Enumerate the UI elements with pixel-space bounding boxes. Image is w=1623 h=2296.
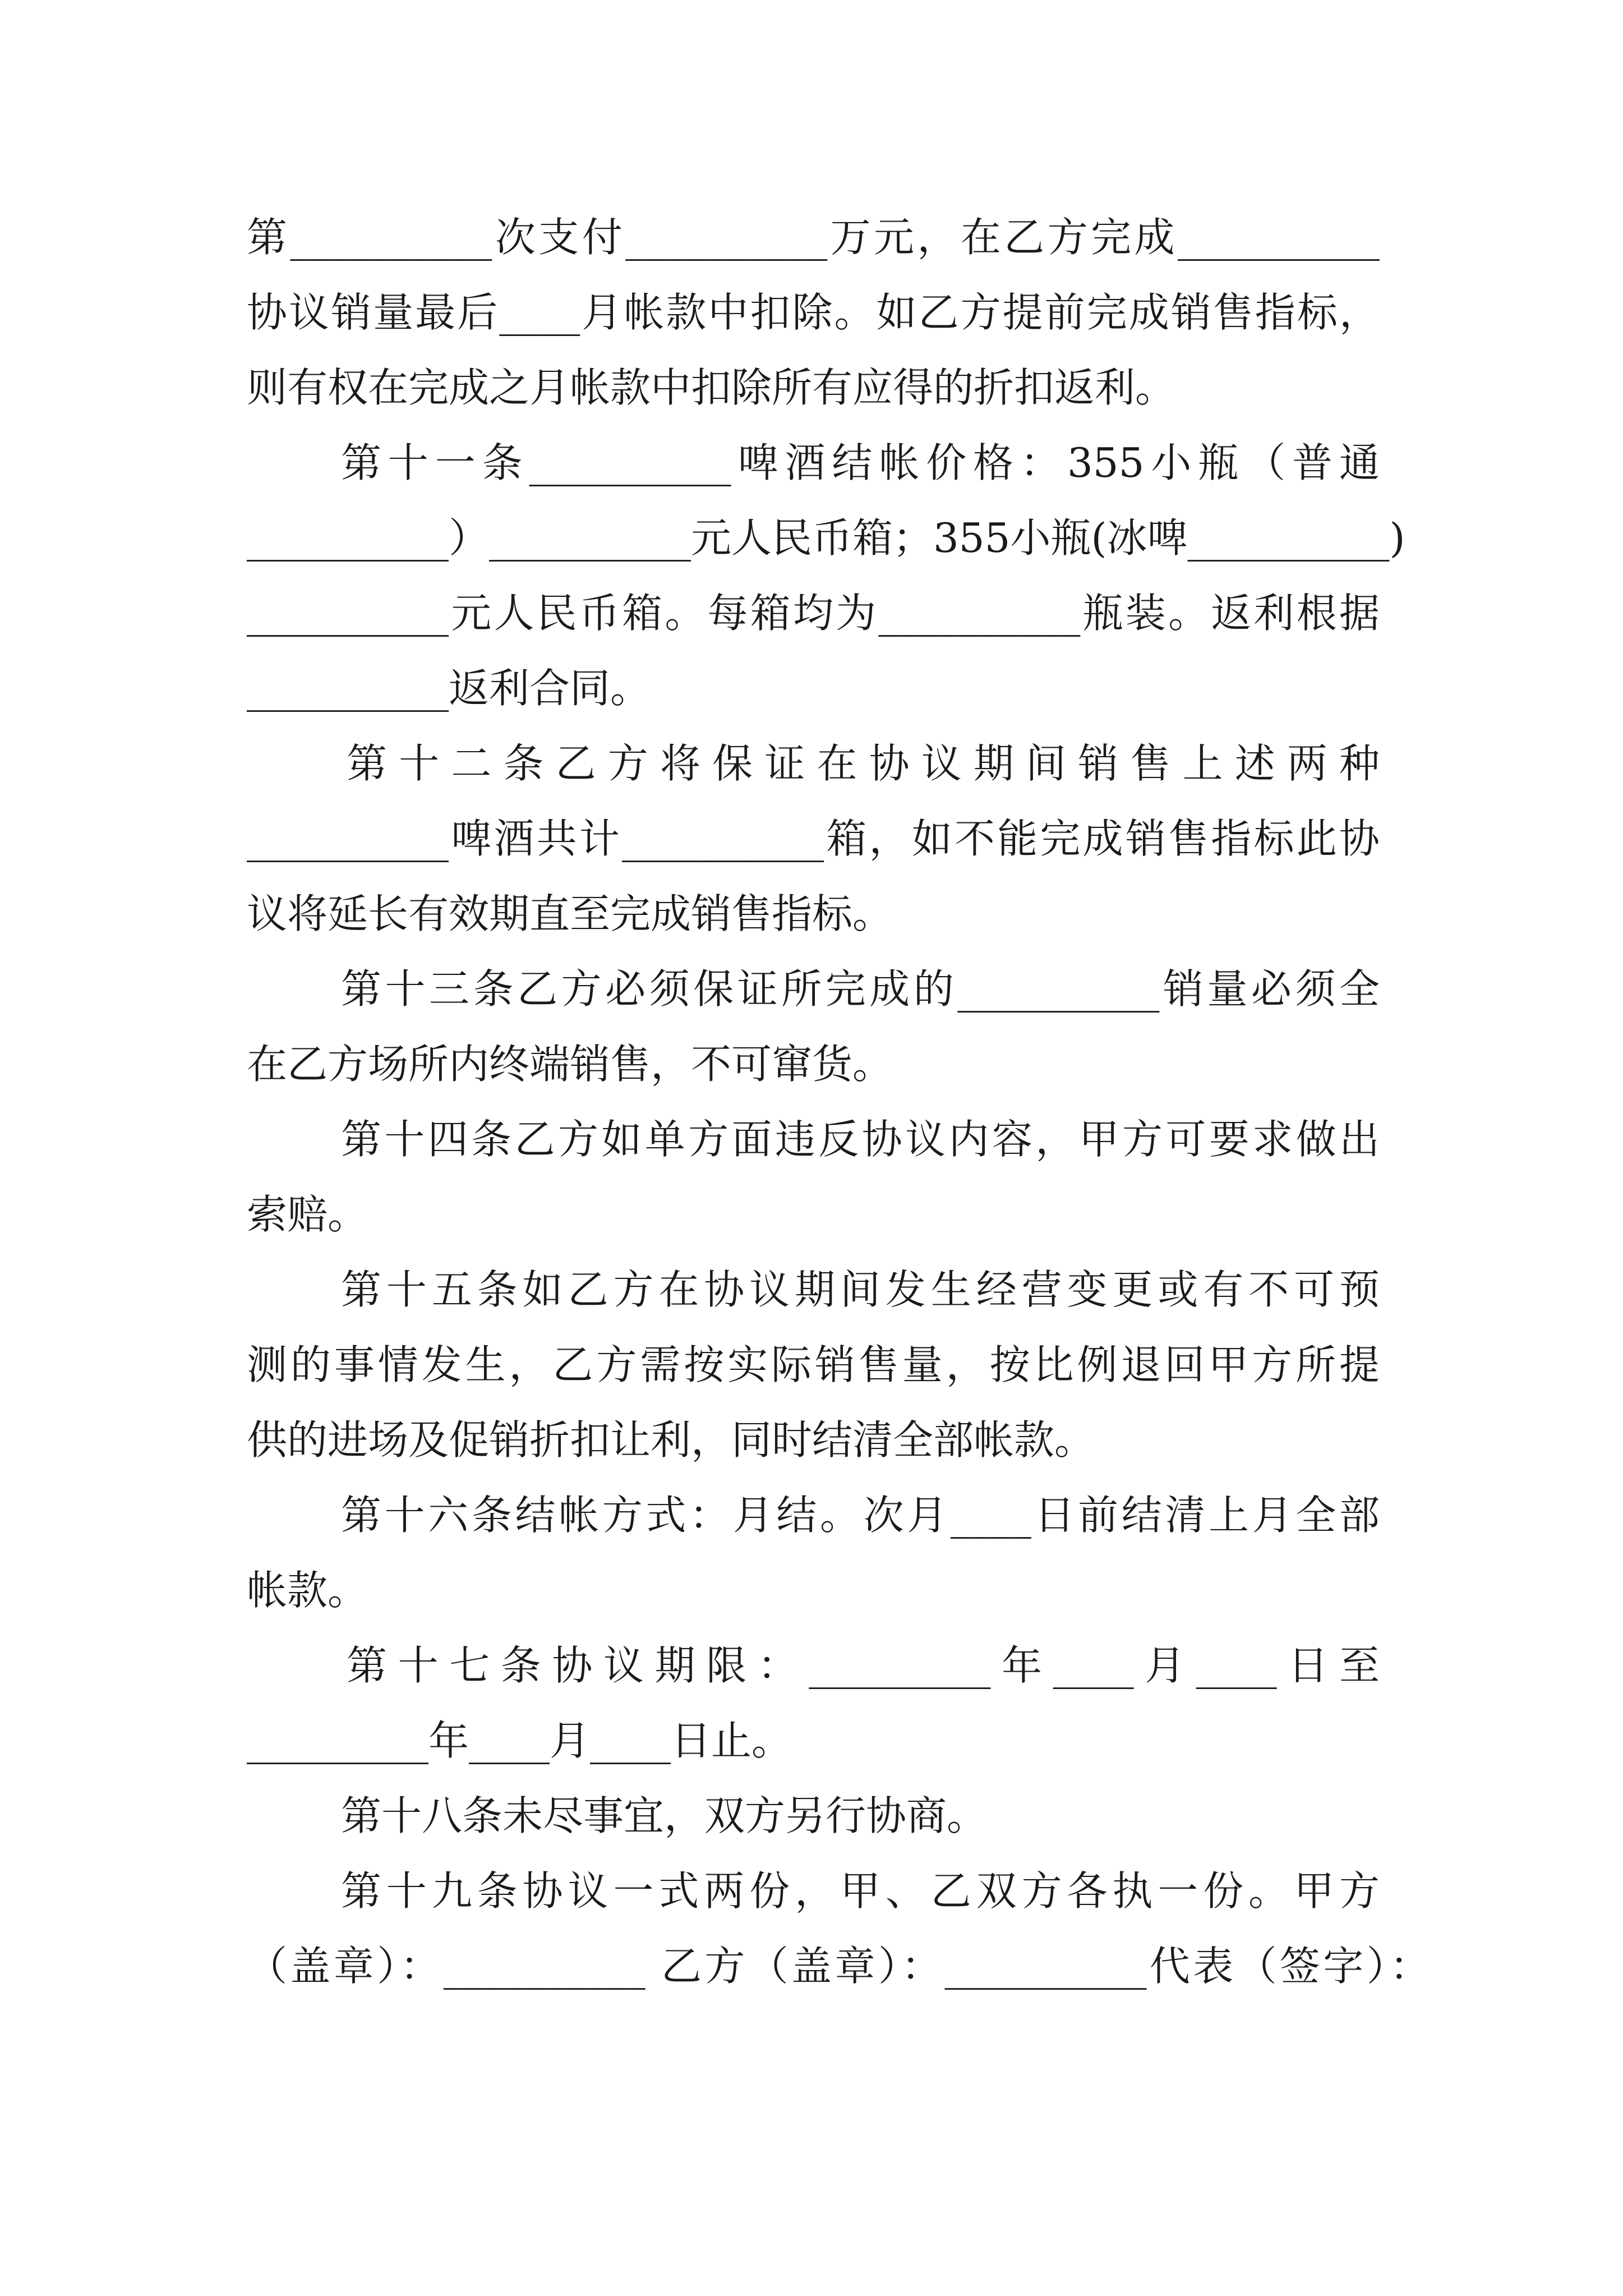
text-line: 帐款。 — [247, 1567, 368, 1614]
text-line: __________返利合同。 — [247, 665, 651, 712]
article-18-heading: 第十八条未尽事宜，双方另行协商。 — [341, 1792, 988, 1839]
text-line: 议将延长有效期直至完成销售指标。 — [247, 890, 893, 937]
article-15-heading: 第十五条如乙方在协议期间发生经营变更或有不可预 — [341, 1266, 1380, 1313]
text-line: 在乙方场所内终端销售，不可窜货。 — [247, 1041, 893, 1088]
article-17-heading: 第十七条协议期限：_________年____月____日至 — [347, 1642, 1380, 1689]
article-11-heading: 第十一条__________啤酒结帐价格：355小瓶（普通 — [341, 439, 1380, 486]
text-line: __________啤酒共计__________箱，如不能完成销售指标此协 — [247, 815, 1380, 862]
article-12-heading: 第十二条乙方将保证在协议期间销售上述两种 — [347, 740, 1380, 787]
text-line: 索赔。 — [247, 1191, 368, 1238]
article-19-heading: 第十九条协议一式两份，甲、乙双方各执一份。甲方 — [341, 1867, 1380, 1915]
text-line: 供的进场及促销折扣让利，同时结清全部帐款。 — [247, 1416, 1095, 1464]
text-line: 第__________次支付__________万元，在乙方完成__________ — [247, 214, 1380, 261]
article-14-heading: 第十四条乙方如单方面违反协议内容，甲方可要求做出 — [341, 1116, 1380, 1163]
article-13-heading: 第十三条乙方必须保证所完成的__________销量必须全 — [341, 965, 1380, 1013]
text-line: 则有权在完成之月帐款中扣除所有应得的折扣返利。 — [247, 364, 1176, 411]
article-16-heading: 第十六条结帐方式：月结。次月____日前结清上月全部 — [341, 1492, 1380, 1539]
signature-line: （盖章）：__________ 乙方（盖章）：__________代表（签字）： — [247, 1943, 1430, 1990]
text-line: __________元人民币箱。每箱均为__________瓶装。返利根据 — [247, 590, 1380, 637]
text-line: _________年____月____日止。 — [247, 1717, 792, 1764]
text-line: __________）__________元人民币箱；355小瓶(冰啤__________) — [247, 514, 1405, 562]
text-line: 测的事情发生，乙方需按实际销售量，按比例退回甲方所提 — [247, 1341, 1380, 1388]
text-line: 协议销量最后____月帐款中扣除。如乙方提前完成销售指标， — [247, 289, 1380, 336]
